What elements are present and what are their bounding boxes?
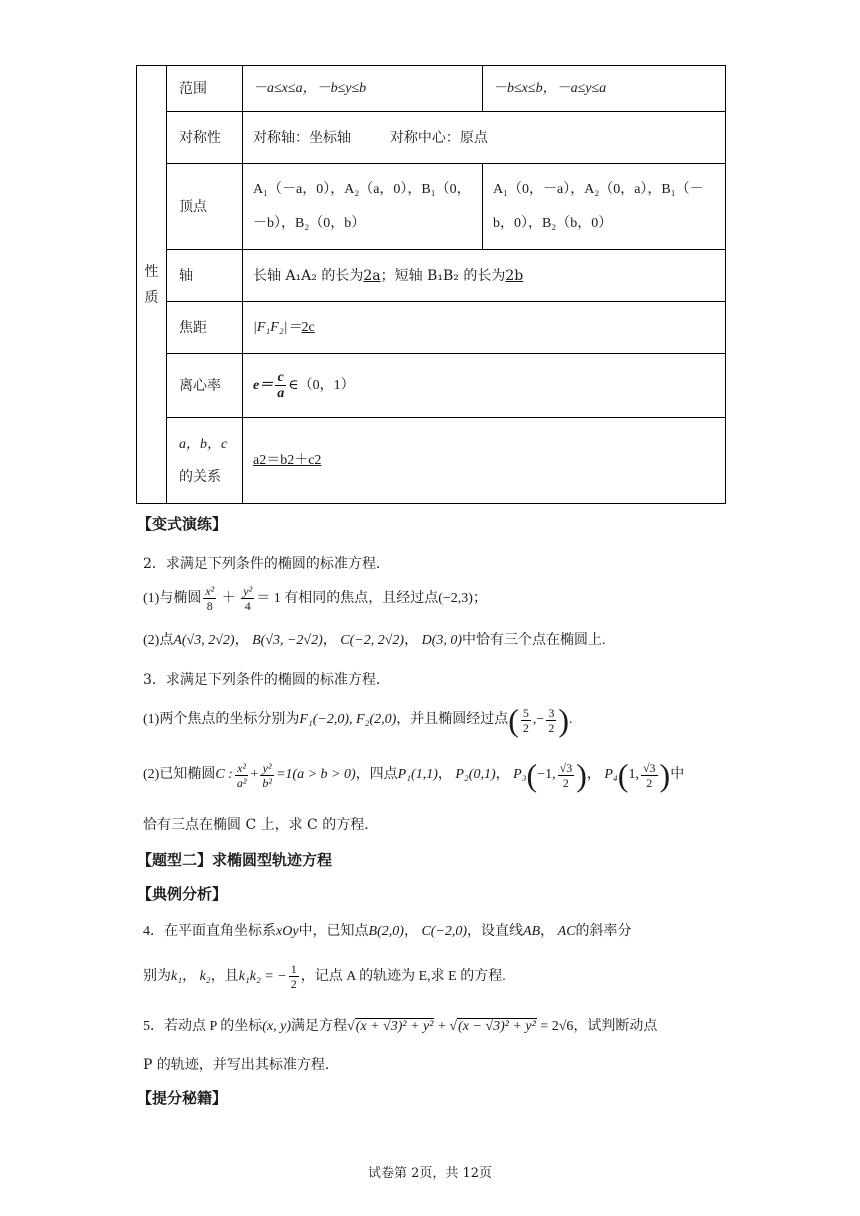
row-range [137,66,726,112]
q2-point-a: A(√3, 2√2) [173,633,235,648]
question-5-line-2: P 的轨迹，并写出其标准方程. [143,1057,330,1073]
q2-fraction-y-den: 4 [244,599,251,614]
section-heading-variant-practice: 【变式演练】 [137,515,228,533]
q3-foci: F₁(−2,0), F₂(2,0) [299,712,397,728]
q4-k2: k₂ [199,969,211,984]
q2-p2-suffix: 中恰有三个点在椭圆上. [462,633,606,648]
row-relation [137,418,726,504]
eccentricity-fraction [275,370,286,401]
q3-ellipse-y-term: $\frac{\text{y²}}{\text{b²}}$ [262,760,272,790]
q2-fraction-x-den: 8 [206,599,213,614]
q4-point-c: C(−2,0) [421,924,468,939]
q2-fraction-y [241,584,254,613]
q2-point-b: B(√3, −2√2) [252,633,323,648]
q3-paren-right: ) [558,702,569,738]
question-3-part-2-continued: 恰有三点在椭圆 C 上，求 C 的方程. [143,817,369,833]
q3-point-x-den: 2 [522,720,529,735]
q3-ellipse-c: C : [215,767,233,783]
q4-product: k₁k₂ = − [238,969,287,984]
vertex-vertical-line-2: b，0），B₂（b，0） [493,215,613,231]
question-3-part-1: (1)两个焦点的坐标分别为F₁(−2,0), F₂(2,0)，并且椭圆经过点( $\frac{5}{2}$ ,− $\frac{3}{2}$ ). [143,702,573,738]
question-3-part-2: (2)已知椭圆C : $\frac{\text{x²}}{\text{a²}}$ + $\frac{\text{y²}}{\text{b²}}$ =1(a > b > 0)，四点P₁(1,1)， P₂(0,1)， P₃(−1, $\frac{√3}{2}$ )， P₄(1, $\frac{√3}{2}$ )中 [143,757,685,793]
symmetry-value [243,112,726,164]
q4-line-ac: AC [557,924,576,939]
q4-point-b: B(2,0) [368,924,404,939]
eccentricity-denominator: a [277,385,285,401]
relation-value: a2＝b2＋c2 [253,452,322,468]
q3-ellipse-condition: =1(a > b > 0) [275,767,356,783]
q3-point-y [546,706,556,735]
range-horizontal: －a≤x≤a，－b≤y≤b [243,66,483,112]
q3-point-p2: P₂(0,1) [455,767,496,783]
axis-text-1: 长轴 A₁A₂ 的长为 [253,267,364,284]
q2-p1-prefix: (1)与椭圆 [143,591,202,606]
question-4-line-2: 别为k₁， k₂，且k₁k₂ = − $\frac{1}{2}$ ，记点 A 的轨迹为 E,求 E 的方程. [143,962,506,992]
q3-p1-middle: ，并且椭圆经过点 [396,712,509,728]
relation-value-cell [243,418,726,504]
major-axis-length: 2a [363,267,381,284]
range-label: 范围 [167,66,243,112]
focal-label: 焦距 [167,302,243,354]
eccentricity-range: ∈（0，1） [288,377,355,393]
q5-coords: (x, y) [262,1019,292,1034]
q3-point-x [521,706,531,735]
eccentricity-label: 离心率 [167,354,243,418]
symmetry-label: 对称性 [167,112,243,164]
section-heading-example: 【典例分析】 [137,885,228,903]
q2-fraction-x-num: x² [205,584,215,599]
question-4-line-1: 4．在平面直角坐标系xOy中，已知点B(2,0)， C(−2,0)，设直线AB， AC的斜率分 [143,924,632,939]
q3-p4-y: $\frac{√3}{2}$ [642,760,656,790]
q3-p1-suffix: . [568,712,573,728]
q4-xoy: xOy [276,924,299,939]
q5-radical-2: √(x − √3)² + y² [449,1019,536,1034]
symmetry-center: 对称中心：原点 [389,129,488,146]
q4-prefix: 4．在平面直角坐标系 [143,924,276,939]
symmetry-axis: 对称轴：坐标轴 [253,129,351,146]
q3-p2-prefix: (2)已知椭圆 [143,767,216,783]
q3-p2-four-points: ，四点 [355,767,398,783]
q2-point-c: C(−2, 2√2) [340,633,405,648]
q4-text-f: ，且 [210,969,239,984]
q3-ellipse-x-term: $\frac{\text{x²}}{\text{a²}}$ [236,760,247,790]
q3-point-y-num: 3 [548,705,555,720]
axis-label: 轴 [167,250,243,302]
q3-paren-left: ( [508,702,519,738]
q2-p2-prefix: (2)点 [143,633,174,648]
minor-axis-length: 2b [505,267,524,284]
group-label-cell [137,66,167,504]
vertex-horizontal-line-2: －b），B₂（0，b） [253,215,366,231]
row-symmetry [137,112,726,164]
focal-text: |F₁F₂|＝ [253,319,302,335]
q3-p3-y: $\frac{√3}{2}$ [559,760,573,790]
q5-text-c: ，试判断动点 [573,1019,658,1034]
section-heading-tips: 【提分秘籍】 [137,1089,228,1107]
vertex-label: 顶点 [167,164,243,250]
q4-line-ab: AB [523,924,541,939]
question-2-stem: 2．求满足下列条件的椭圆的标准方程. [143,556,381,572]
group-label-1: 性 [144,263,159,280]
question-2-part-1: (1)与椭圆 $\frac{\text{x²}}{8}$ ＋ $\frac{\text{y²}}{4}$ ＝ 1 有相同的焦点，且经过点(−2,3)； [143,584,487,614]
q4-text-d: 的斜率分 [575,924,632,939]
section-heading-type-two: 【题型二】求椭圆型轨迹方程 [137,851,333,869]
relation-label [167,418,243,504]
q4-text-e: 别为 [143,969,171,984]
eccentricity-numerator: c [275,370,286,386]
relation-label-1: a，b，c [179,437,228,452]
q3-point-p3: P₃ [513,767,527,783]
vertex-horizontal-line-1: A₁（－a，0），A₂（a，0），B₁（0， [253,181,471,197]
range-vertical: －b≤x≤b，－a≤y≤a [483,66,726,112]
page-footer: 试卷第 2页，共 12页 [367,1166,493,1181]
vertex-vertical-line-1: A₁（0，－a），A₂（0，a），B₁（－ [493,181,704,197]
vertex-horizontal [243,164,483,250]
vertex-vertical [483,164,726,250]
q5-prefix: 5．若动点 P 的坐标 [143,1019,263,1034]
row-focal [137,302,726,354]
row-vertex [137,164,726,250]
question-3-stem: 3．求满足下列条件的椭圆的标准方程. [143,672,381,688]
eccentricity-value [243,354,726,418]
q2-point-d: D(3, 0) [421,633,463,648]
q3-point-x-num: 5 [522,705,529,720]
axis-value [243,250,726,302]
relation-label-2: 的关系 [179,469,221,485]
question-2-part-2: (2)点A(√3, 2√2)， B(√3, −2√2)， C(−2, 2√2)， D(3, 0)中恰有三个点在椭圆上. [143,633,606,648]
row-eccentricity [137,354,726,418]
question-5-line-1: 5．若动点 P 的坐标(x, y)满足方程√(x + √3)² + y² + √(x − √3)² + y² = 2√6，试判断动点 [143,1019,658,1034]
group-label-2: 质 [144,289,159,306]
eccentricity-lhs: e＝ [253,377,274,393]
q2-fraction-x [203,584,216,613]
q4-text-c: ，设直线 [467,924,524,939]
q5-text-b: 满足方程 [291,1019,348,1034]
q2-p1-middle: ＝ 1 有相同的焦点，且经过点 [256,591,439,606]
q3-point-p4: P₄ [604,767,618,783]
q3-point-y-den: 2 [548,720,555,735]
q4-fraction-half: $\frac{1}{2}$ [290,962,297,992]
q5-radical-1: √(x + √3)² + y² [347,1019,434,1034]
q4-k1: k₁ [171,969,183,984]
q2-p1-suffix: ； [472,591,487,606]
ellipse-properties-table [136,65,726,504]
q5-rhs: = 2√6 [540,1019,574,1034]
focal-length: 2c [301,319,315,335]
q2-p1-point: (−2,3) [438,591,473,606]
q4-text-g: ，记点 A 的轨迹为 E,求 E 的方程. [300,969,506,984]
focal-value [243,302,726,354]
q3-p1-prefix: (1)两个焦点的坐标分别为 [143,712,300,728]
axis-text-2: ；短轴 B₁B₂ 的长为 [380,267,506,284]
row-axis [137,250,726,302]
q2-fraction-y-num: y² [243,584,253,599]
q4-text-b: 中，已知点 [298,924,369,939]
q3-point-p1: P₁(1,1) [397,767,438,783]
q3-p2-tail: 中 [670,767,685,783]
